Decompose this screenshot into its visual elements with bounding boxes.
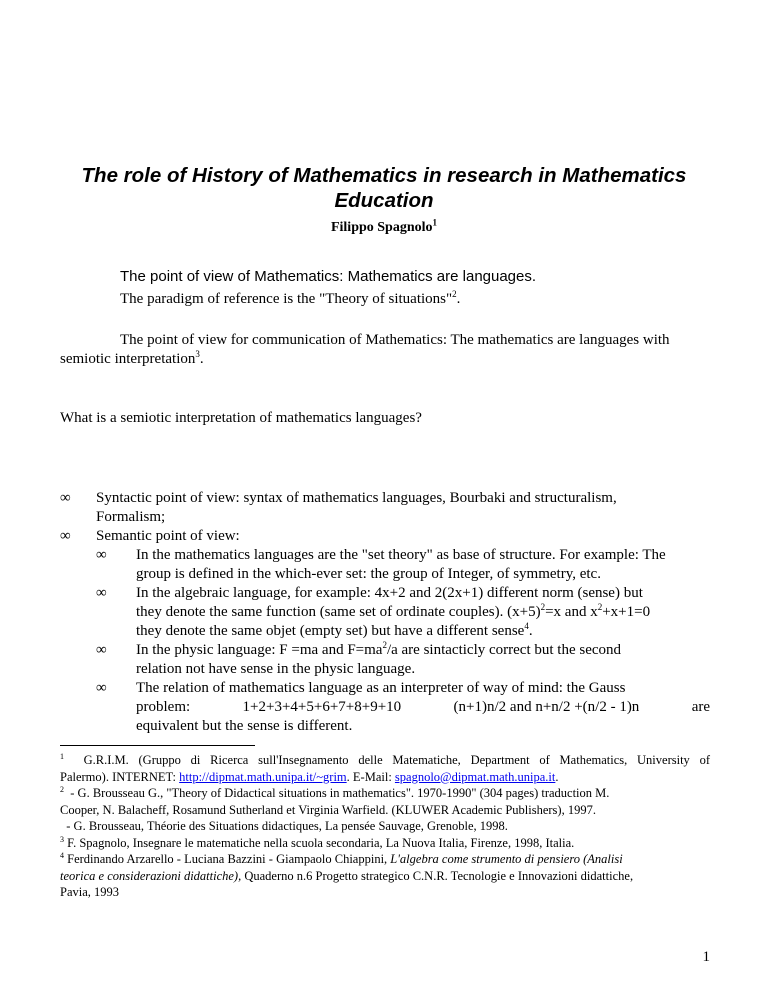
infinity-bullet-icon: ∞ [60, 490, 71, 506]
infinity-bullet-icon: ∞ [96, 680, 107, 696]
author-footnote-ref[interactable]: 1 [432, 217, 438, 228]
footnote-ref-3[interactable]: 3 [195, 349, 200, 359]
footnote-1: $^1$ G.R.I.M. (Gruppo di Ricerca sull'Insegnamento delle Matematiche, Department of Mathematics, University of Palermo). INTERNET: http://dipmat.math.unipa.it/~grim. E-Mail: spagnolo@dipmat.math.unipa.it. [60, 751, 711, 784]
footnotes [60, 752, 710, 901]
list-item-algebraic: ∞ In the algebraic language, for example: 4x+2 and 2(2x+1) different norm (sense) but they denote the same function (same set of ordinate couples). $(x+5)^2=x$ and $x^2+x+1=0$ they denote the same objet (empty set) but have a different sense$^4$. [96, 585, 651, 639]
author-name: Filippo Spagnolo [330, 220, 433, 235]
bullet-list [60, 489, 710, 736]
section-heading: The point of view of Mathematics: Mathematics are languages. [120, 268, 537, 285]
communication-line-2: semiotic interpretation$^3$. [60, 349, 204, 367]
email-link[interactable]: spagnolo@dipmat.math.unipa.it [394, 769, 556, 784]
page-number: 1 [702, 949, 710, 965]
document-title: The role of History of Mathematics in research in Mathematics Education [81, 164, 687, 212]
infinity-bullet-icon: ∞ [96, 547, 107, 563]
footnote-3: $^3$ F. Spagnolo, Insegnare le matematiche nella scuola secondaria, La Nuova Italia, Firenze, 1998, Italia. [60, 834, 575, 850]
footnote-ref-2[interactable]: 2 [452, 289, 457, 299]
question-paragraph: What is a semiotic interpretation of mathematics languages? [60, 410, 422, 426]
communication-line-1: The point of view for communication of Mathematics: The mathematics are languages with [120, 332, 670, 348]
list-item-syntactic: ∞ Syntactic point of view: syntax of mathematics languages, Bourbaki and structuralism, Formalism; [60, 490, 617, 525]
infinity-bullet-icon: ∞ [60, 528, 71, 544]
gauss-formula-line: problem: 1+2+3+4+5+6+7+8+9+10 (n+1)n/2 and n+n/2 +(n/2 - 1)n are [136, 699, 710, 715]
author-line [0, 218, 768, 237]
infinity-bullet-icon: ∞ [96, 585, 107, 601]
footnote-4: $^4$ Ferdinando Arzarello - Luciana Bazzini - Giampaolo Chiappini, L'algebra come strumento di pensiero (Analisi teorica e considerazioni didattiche), Quaderno n.6 Progetto strategico C.N.R. Tecnologie e Innovazioni didattiche, Pavia, 1993 [60, 850, 634, 899]
semantic-sub-list [60, 546, 710, 736]
semantic-sub-list-wrapper [60, 546, 710, 736]
grim-website-link[interactable]: http://dipmat.math.unipa.it/~grim [179, 769, 347, 784]
communication-paragraph [60, 331, 710, 369]
footnote-separator [60, 745, 255, 746]
paradigm-paragraph: The paradigm of reference is the "Theory of situations"$^2$. [120, 289, 461, 307]
infinity-bullet-icon: ∞ [96, 642, 107, 658]
footnote-2: $^2$ - G. Brousseau G., "Theory of Didactical situations in mathematics". 1970-1990" (304 pages) traduction M. Cooper, N. Balacheff, Rosamund Sutherland et Virginia Warfield. (KLUWER Academic Publishers), 1997. - G. Brousseau, Théorie des Situations didactiques, La pensée Sauvage, Grenoble, 1998. [60, 784, 610, 833]
list-item-physic: ∞ In the physic language: F =ma and $F=ma^2/a$ are sintacticly correct but the second relation not have sense in the physic language. [96, 640, 622, 677]
list-item-set-theory: ∞ In the mathematics languages are the "set theory" as base of structure. For example: The group is defined in the which-ever set: the group of Integer, of symmetry, etc. [96, 547, 666, 582]
footnote-ref-4[interactable]: 4 [524, 621, 529, 631]
list-item-gauss: ∞ The relation of mathematics language as an interpreter of way of mind: the Gauss problem: 1+2+3+4+5+6+7+8+9+10 (n+1)n/2 and n+n/2 +(n/2 - 1)n are equivalent but the sense is different. [96, 680, 710, 734]
list-item-semantic: ∞ Semantic point of view: [60, 528, 240, 544]
